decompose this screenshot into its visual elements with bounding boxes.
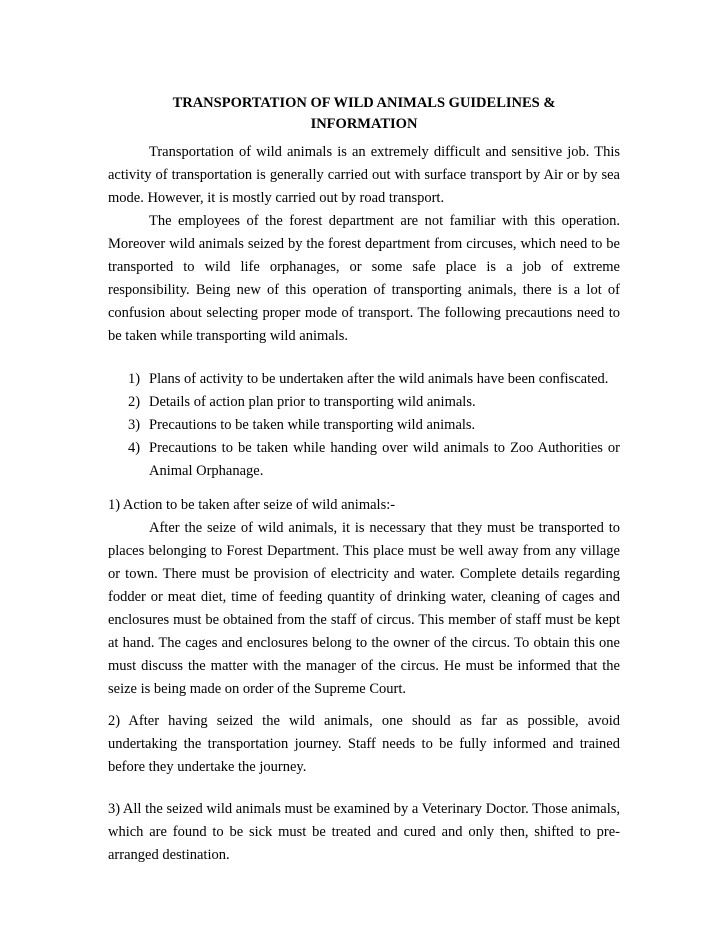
- section-2-paragraph: 2) After having seized the wild animals, one should as far as possible, avoid undertaking the transportation journey. Staff needs to be fully informed and trained before they undertake the journey.: [108, 713, 620, 775]
- section-1-body: After the seize of wild animals, it is necessary that they must be transported to places belonging to Forest Department. This place must be well away from any village or town. There must be provision of electricity and water. Complete details regarding fodder or meat diet, time of feeding quantity of drinking water, cleaning of cages and enclosures must be obtained from the staff of circus. This member of staff must be kept at hand. The cages and enclosures belong to the owner of the circus. To obtain this one must discuss the matter with the manager of the circus. He must be informed that the seize is being made on order of the Supreme Court.: [108, 520, 620, 697]
- list-item-number: 4): [128, 440, 141, 456]
- precautions-list: [108, 368, 620, 483]
- list-item-number: 1): [128, 371, 141, 387]
- list-item-text: Precautions to be taken while transporting wild animals.: [149, 417, 476, 433]
- list-item-text: Plans of activity to be undertaken after the wild animals have been confiscated.: [149, 371, 609, 387]
- list-item: [108, 368, 620, 391]
- list-item-text: Precautions to be taken while handing over wild animals to Zoo Authorities or Animal Orphanage.: [149, 440, 620, 479]
- list-item-number: 2): [128, 394, 141, 410]
- intro-paragraph-1: Transportation of wild animals is an extremely difficult and sensitive job. This activity of transportation is generally carried out with surface transport by Air or by sea mode. However, it is mostly carried out by road transport.: [108, 144, 620, 206]
- list-item-text: Details of action plan prior to transporting wild animals.: [149, 394, 476, 410]
- list-item: [108, 414, 620, 437]
- list-item: [108, 437, 620, 483]
- intro-paragraph-2: The employees of the forest department are not familiar with this operation. Moreover wild animals seized by the forest department from circuses, which need to be transported to wild life orphanages, or some safe place is a job of extreme responsibility. Being new of this operation of transporting animals, there is a lot of confusion about selecting proper mode of transport. The following precautions need to be taken while transporting wild animals.: [108, 213, 620, 344]
- list-item-number: 3): [128, 417, 141, 433]
- section-1-heading: 1) Action to be taken after seize of wild animals:-: [108, 497, 396, 513]
- list-item: [108, 391, 620, 414]
- page-title-continued: INFORMATION: [310, 116, 418, 132]
- page-title: TRANSPORTATION OF WILD ANIMALS GUIDELINES &: [172, 95, 556, 111]
- section-3-paragraph: 3) All the seized wild animals must be examined by a Veterinary Doctor. Those animals, which are found to be sick must be treated and cured and only then, shifted to pre-arranged destination.: [108, 801, 620, 863]
